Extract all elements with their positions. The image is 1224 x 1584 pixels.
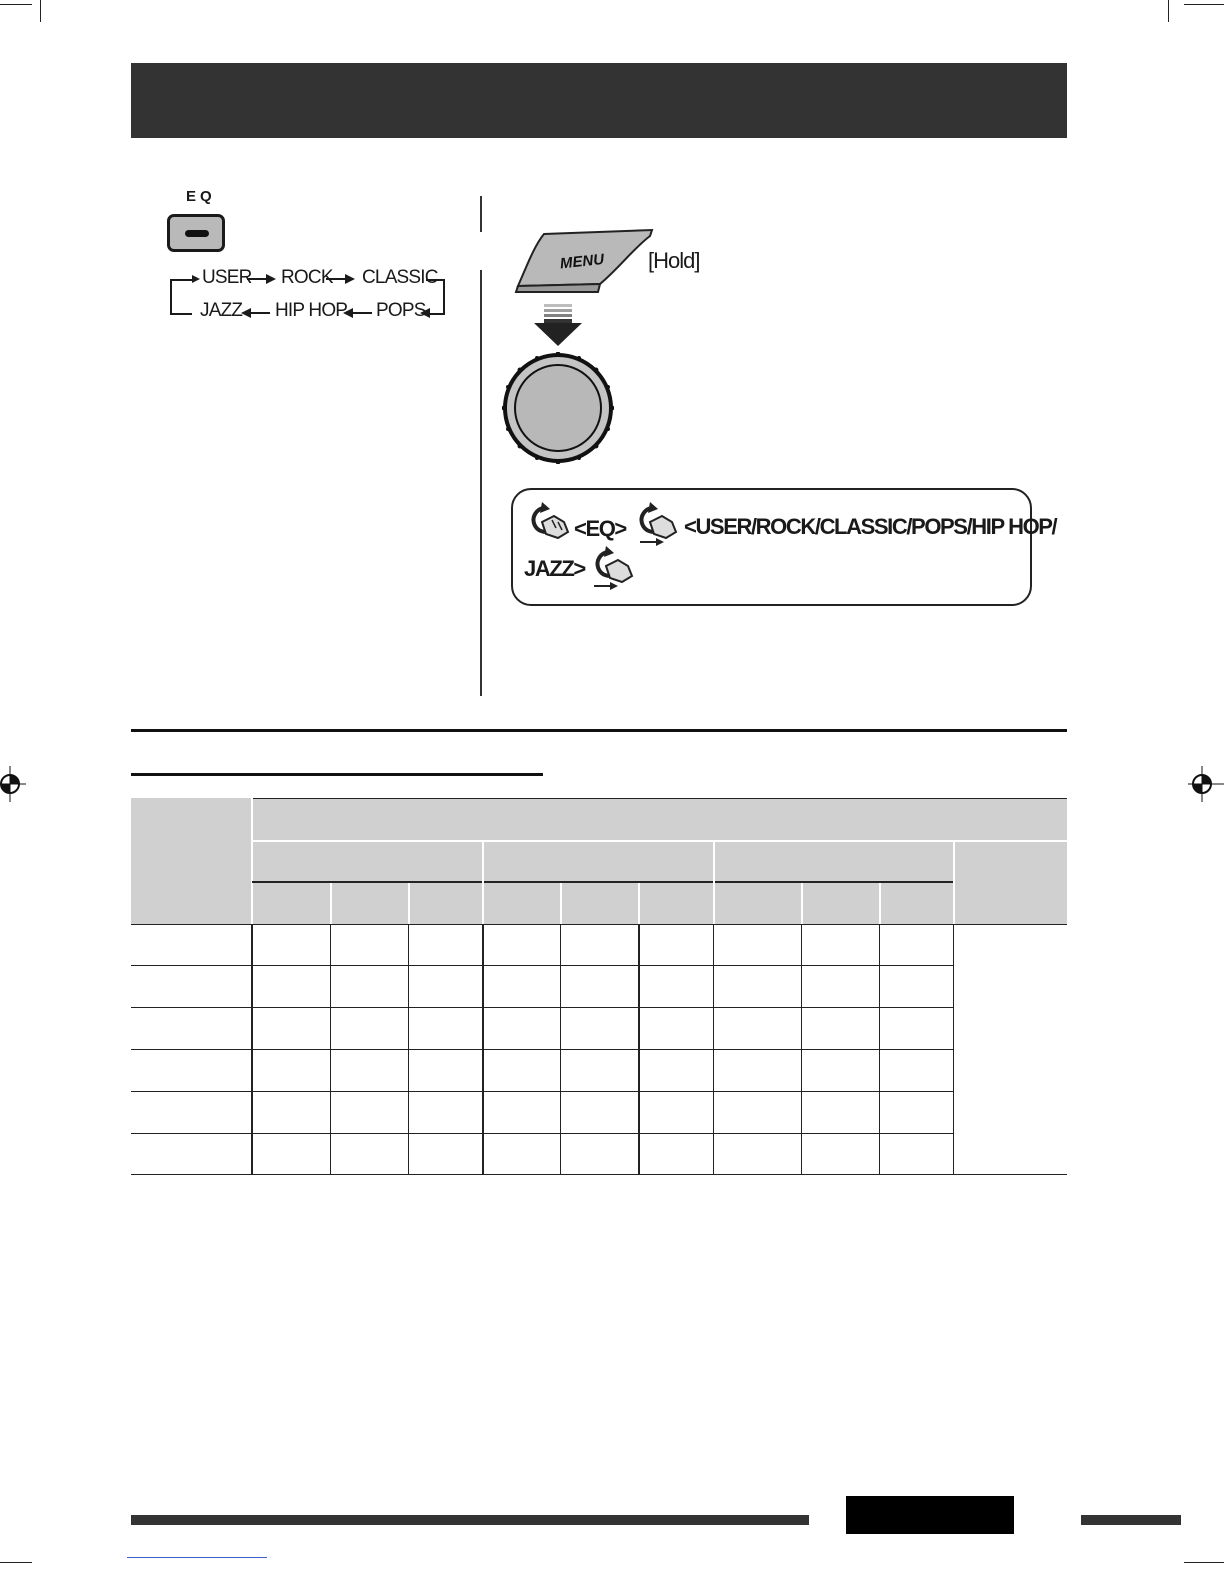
header-bar [131,63,1067,138]
body-col-line-3 [482,924,484,1175]
body-col-line-5 [638,924,640,1175]
crop-mark-top-right-v [1168,0,1169,22]
body-col-line-7 [801,924,802,1175]
crop-mark-top-left-v [40,0,41,22]
turn-dial-confirm-icon [632,502,680,546]
instruction-modes-line2: JAZZ> [524,556,585,581]
table-row-line-2 [131,965,954,966]
instruction-eq: <EQ> [574,516,626,541]
cycle-jazz: JAZZ [200,300,243,321]
menu-button[interactable] [514,228,659,296]
cycle-rock: ROCK [281,267,333,288]
table-header-background [131,798,1067,924]
cycle-hip-hop: HIP HOP [275,300,348,321]
header-group-line [252,881,953,883]
header-stub-separator [251,798,253,924]
sub-col-sep-1 [330,883,332,924]
body-col-line-0 [251,924,253,1175]
group-separator-1 [482,842,484,924]
body-col-line-1 [330,924,331,1175]
table-row-line-5 [131,1091,954,1092]
body-col-line-6 [713,924,714,1175]
column-divider-top [480,196,482,232]
body-col-line-8 [879,924,880,1175]
body-col-line-2 [408,924,409,1175]
sub-col-sep-2 [408,883,410,924]
crop-mark-bottom-right [1184,1562,1224,1563]
eq-button-bar-icon [185,230,209,237]
table-top-border [252,798,1067,799]
crop-mark-top-right [1184,4,1224,5]
table-bottom-border [131,1174,1067,1175]
table-row-line-1 [131,924,1067,925]
footer-rule [131,1515,809,1525]
crop-mark-bottom-left [0,1562,32,1563]
header-band-line [252,840,1067,842]
column-divider [480,270,482,696]
eq-button-label: EQ [186,188,216,205]
body-col-line-4 [560,924,561,1175]
menu-key-label: MENU [559,250,605,273]
control-dial[interactable] [502,352,614,464]
hold-label: [Hold] [648,248,700,273]
turn-dial-icon [524,502,570,540]
footer-link-line [127,1557,267,1558]
registration-mark-left-icon [0,766,26,802]
press-dial-icon [588,546,636,590]
section-rule [131,729,1067,732]
group-separator-2 [713,842,715,924]
cycle-pops: POPS [376,300,426,321]
sub-col-sep-8 [879,883,881,924]
table-row-line-3 [131,1007,954,1008]
cycle-user: USER [202,267,252,288]
eq-button[interactable] [167,214,225,252]
table-row-line-6 [131,1133,954,1134]
footer-rule-right [1081,1515,1181,1525]
down-arrow-icon [530,302,586,348]
group-separator-3 [953,842,955,924]
sub-col-sep-4 [560,883,562,924]
sub-col-sep-7 [801,883,803,924]
registration-mark-right-icon [1188,766,1224,802]
instruction-modes-line1: <USER/ROCK/CLASSIC/POPS/HIP HOP/ [684,514,1057,539]
crop-mark-top-left [0,4,32,5]
table-row-line-4 [131,1049,954,1050]
cycle-classic: CLASSIC [362,267,438,288]
page-number-block [846,1496,1014,1534]
subsection-rule [131,773,543,776]
sub-col-sep-5 [638,883,640,924]
body-col-line-9 [953,924,954,1175]
